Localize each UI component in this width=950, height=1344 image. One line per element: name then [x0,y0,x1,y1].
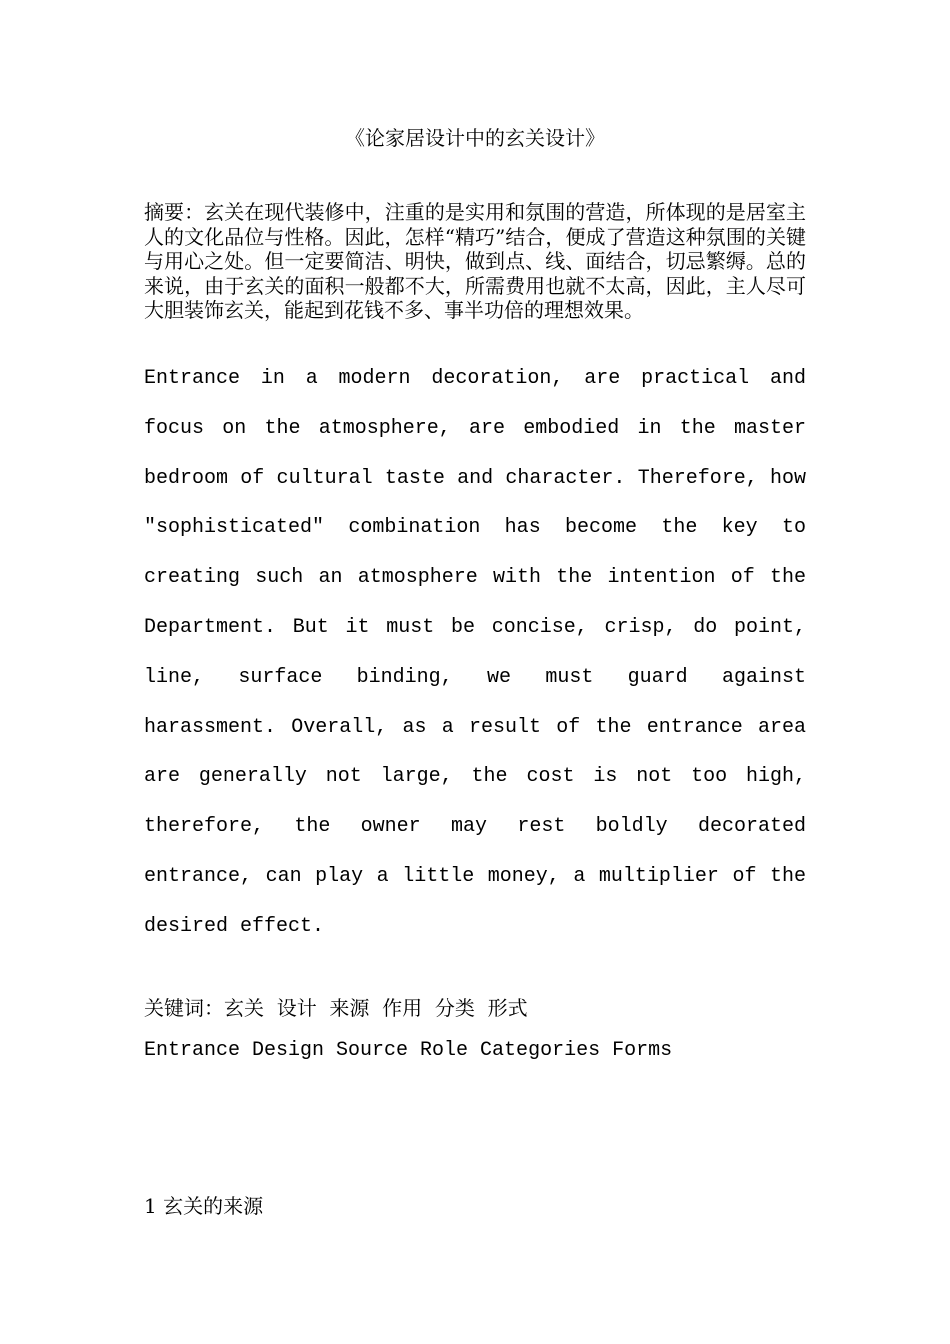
abstract-english: Entrance in a modern decoration, are practical and focus on the atmosphere, are embodied in the master bedroom of cultural taste and character. Therefore, how "sophisticated" combination has become the key to creating such an atmosphere with the intention of the Department. But it must be concise, crisp, do point, line, surface binding, we must guard against harassment. Overall, as a result of the entrance area are generally not large, the cost is not too high, therefore, the owner may rest boldly decorated entrance, can play a little money, a multiplier of the desired effect. [144,367,806,938]
section-heading-1: 1 玄关的来源 [144,1194,264,1218]
keywords-chinese: 关键词：玄关 设计 来源 作用 分类 形式 [144,996,528,1020]
keywords-english: Entrance Design Source Role Categories Forms [144,1039,673,1062]
document-title: 《论家居设计中的玄关设计》 [345,126,605,150]
abstract-chinese: 摘要：玄关在现代装修中，注重的是实用和氛围的营造，所体现的是居室主人的文化品位与性格。因此，怎样“精巧”结合，便成了营造这种氛围的关键与用心之处。但一定要简洁、明快，做到点、线、面结合，切忌繁缛。总的来说，由于玄关的面积一般都不大，所需费用也就不太高，因此，主人尽可大胆装饰玄关，能起到花钱不多、事半功倍的理想效果。 [144,200,806,322]
